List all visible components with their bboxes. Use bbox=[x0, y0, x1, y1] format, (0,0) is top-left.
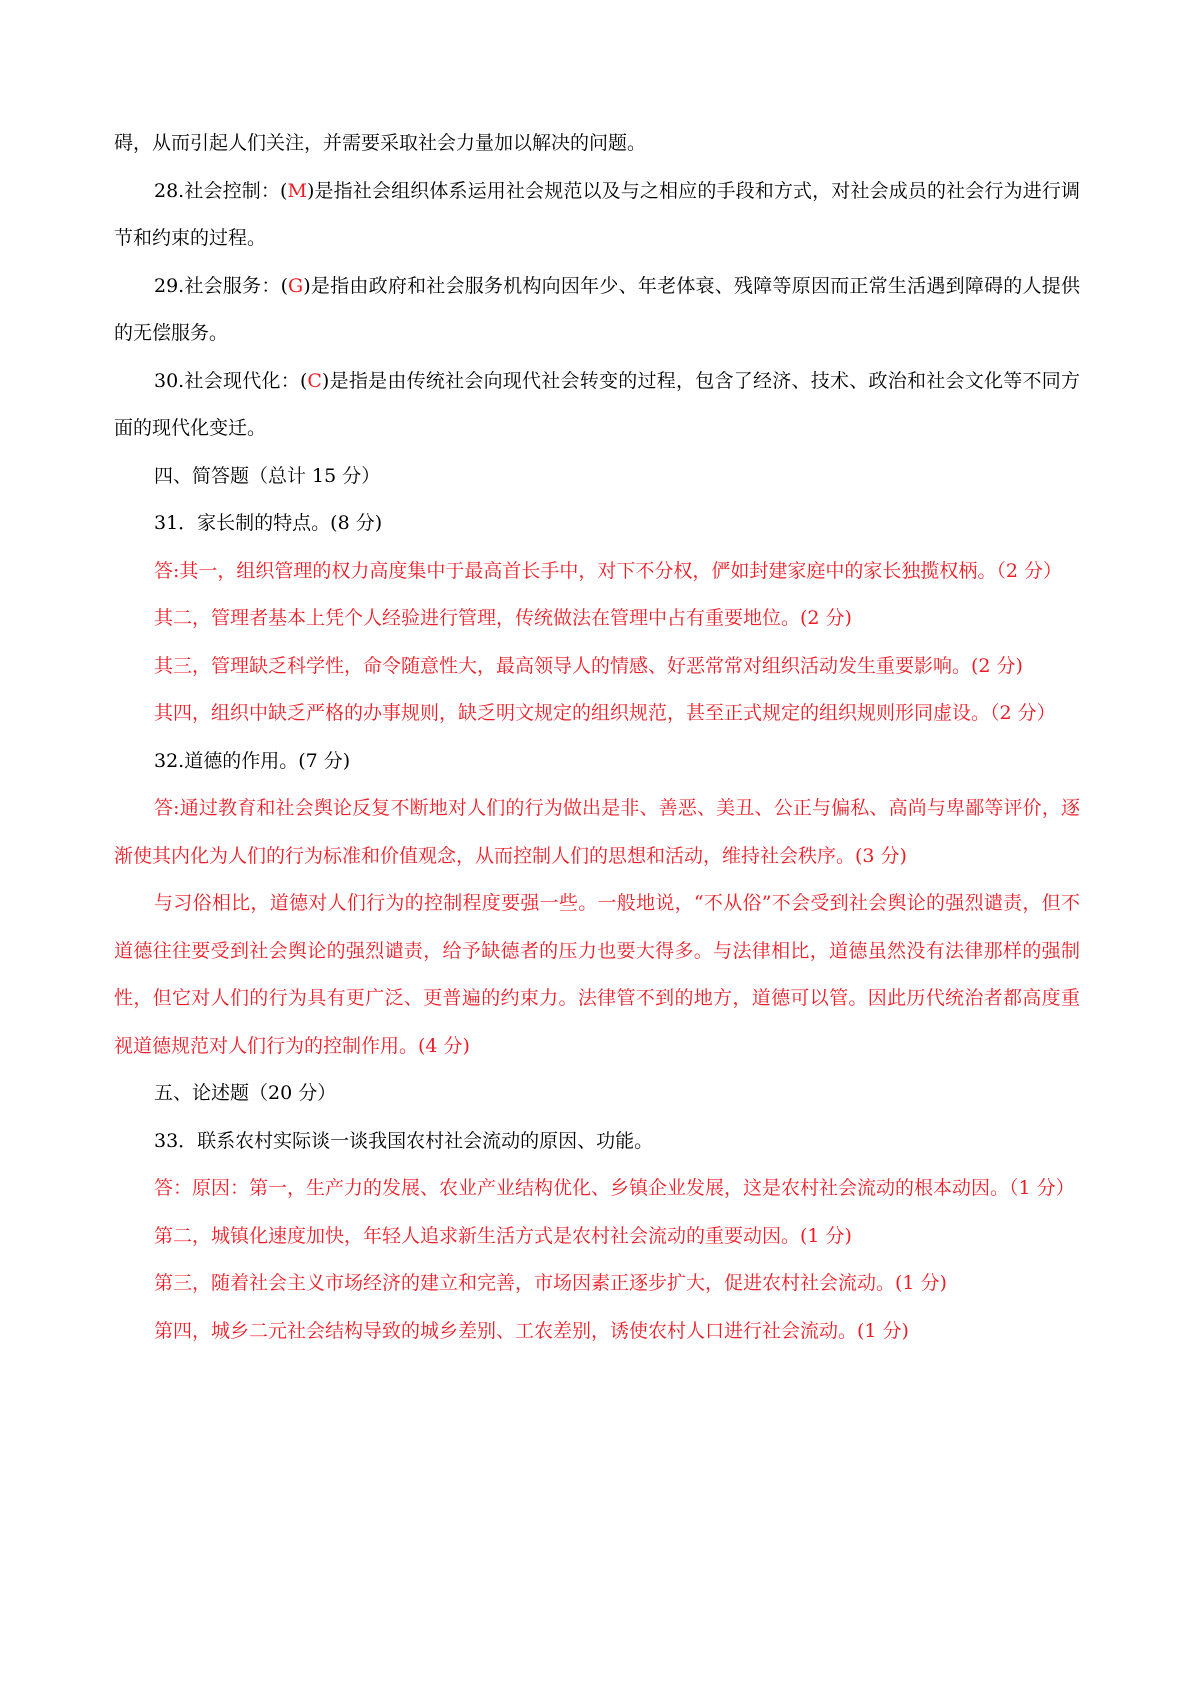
question-28 bbox=[114, 168, 1080, 263]
question-28-answer-letter: M bbox=[287, 179, 307, 202]
answer-33-part-1: 答：原因：第一，生产力的发展、农业产业结构优化、乡镇企业发展，这是农村社会流动的根本动因。（1 分） bbox=[154, 1177, 1075, 1199]
question-30-answer-letter: C bbox=[307, 369, 322, 392]
question-33: 33．联系农村实际谈一谈我国农村社会流动的原因、功能。 bbox=[154, 1129, 654, 1152]
question-29-answer-letter: G bbox=[288, 274, 304, 297]
question-31: 31．家长制的特点。(8 分) bbox=[154, 512, 383, 534]
question-30-prefix: 30.社会现代化：( bbox=[154, 369, 308, 392]
answer-31-part-1: 答:其一，组织管理的权力高度集中于最高首长手中，对下不分权，俨如封建家庭中的家长独揽权柄。（2 分） bbox=[154, 559, 1063, 582]
question-29 bbox=[114, 263, 1080, 358]
question-28-prefix: 28.社会控制：( bbox=[154, 179, 288, 202]
answer-33-part-2: 第二，城镇化速度加快，年轻人追求新生活方式是农村社会流动的重要动因。(1 分) bbox=[154, 1224, 852, 1247]
question-29-prefix: 29.社会服务：( bbox=[154, 274, 289, 297]
answer-32-part-1: 答:通过教育和社会舆论反复不断地对人们的行为做出是非、善恶、美丑、公正与偏私、高尚与卑鄙等评价，逐渐使其内化为人们的行为标准和价值观念，从而控制人们的思想和活动，维持社会秩序。(3 分) bbox=[114, 797, 1080, 867]
answer-33-part-4: 第四，城乡二元社会结构导致的城乡差别、工农差别，诱使农村人口进行社会流动。(1 分) bbox=[154, 1319, 909, 1342]
continued-paragraph: 碍，从而引起人们关注，并需要采取社会力量加以解决的问题。 bbox=[114, 132, 647, 154]
section-heading-short-answer: 四、简答题（总计 15 分） bbox=[154, 464, 381, 487]
answer-31-part-4: 其四，组织中缺乏严格的办事规则，缺乏明文规定的组织规范，甚至正式规定的组织规则形同虚设。（2 分） bbox=[154, 702, 1056, 724]
question-29-definition: )是指由政府和社会服务机构向因年少、年老体衰、残障等原因而正常生活遇到障碍的人提供的无偿服务。 bbox=[114, 274, 1080, 344]
question-30 bbox=[114, 358, 1080, 453]
answer-33-part-3: 第三，随着社会主义市场经济的建立和完善，市场因素正逐步扩大，促进农村社会流动。(1 分) bbox=[154, 1272, 947, 1294]
document-page bbox=[114, 120, 1080, 1355]
answer-31-part-2: 其二，管理者基本上凭个人经验进行管理，传统做法在管理中占有重要地位。(2 分) bbox=[154, 607, 852, 629]
section-heading-essay: 五、论述题（20 分） bbox=[154, 1082, 337, 1104]
answer-32-part-2: 与习俗相比，道德对人们行为的控制程度要强一些。一般地说，“不从俗”不会受到社会舆论的强烈谴责，但不道德往往要受到社会舆论的强烈谴责，给予缺德者的压力也要大得多。与法律相比，道德虽然没有法律那样的强制性，但它对人们的行为具有更广泛、更普遍的约束力。法律管不到的地方，道德可以管。因此历代统治者都高度重视道德规范对人们行为的控制作用。(4 分) bbox=[114, 892, 1080, 1057]
question-32: 32.道德的作用。(7 分) bbox=[154, 749, 351, 772]
question-30-definition: )是指是由传统社会向现代社会转变的过程，包含了经济、技术、政治和社会文化等不同方面的现代化变迁。 bbox=[114, 369, 1080, 439]
question-28-definition: )是指社会组织体系运用社会规范以及与之相应的手段和方式，对社会成员的社会行为进行调节和约束的过程。 bbox=[114, 179, 1080, 249]
answer-31-part-3: 其三，管理缺乏科学性，命令随意性大，最高领导人的情感、好恶常常对组织活动发生重要影响。(2 分) bbox=[154, 654, 1023, 677]
